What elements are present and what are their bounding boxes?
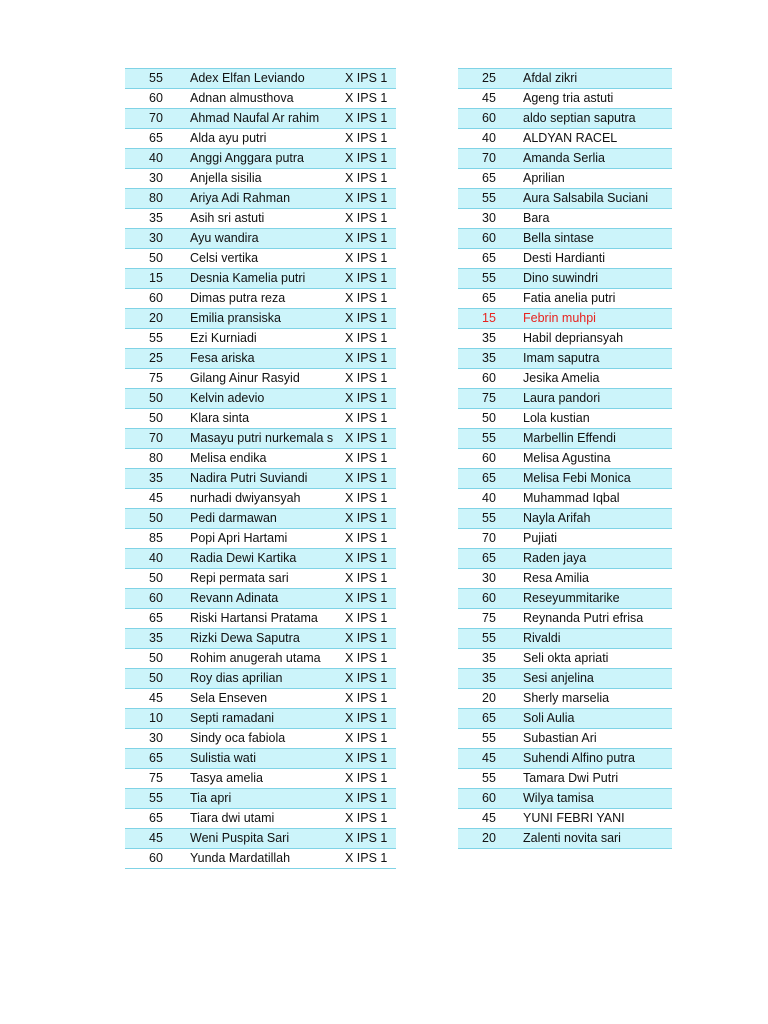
student-name-cell: Aprilian [520, 169, 672, 189]
table-row [125, 109, 396, 129]
table-row [458, 689, 672, 709]
score-cell: 50 [458, 409, 520, 429]
table-row [125, 449, 396, 469]
student-name-cell: Riski Hartansi Pratama [187, 609, 345, 629]
class-cell: X IPS 1 [345, 149, 396, 169]
table-row [125, 289, 396, 309]
table-row [125, 709, 396, 729]
score-cell: 60 [458, 229, 520, 249]
table-row [125, 729, 396, 749]
student-name-cell: Sela Enseven [187, 689, 345, 709]
table-row [458, 549, 672, 569]
class-cell: X IPS 1 [345, 809, 396, 829]
score-cell: 50 [125, 649, 187, 669]
student-name-cell: Anjella sisilia [187, 169, 345, 189]
student-name-cell: Fesa ariska [187, 349, 345, 369]
table-row [458, 289, 672, 309]
student-name-cell: Sulistia wati [187, 749, 345, 769]
score-cell: 80 [125, 189, 187, 209]
student-name-cell: Gilang Ainur Rasyid [187, 369, 345, 389]
student-name-cell: ALDYAN RACEL [520, 129, 672, 149]
table-row [458, 149, 672, 169]
student-name-cell: Septi ramadani [187, 709, 345, 729]
table-row [125, 229, 396, 249]
score-cell: 30 [125, 229, 187, 249]
class-cell: X IPS 1 [345, 189, 396, 209]
table-row [125, 569, 396, 589]
class-cell: X IPS 1 [345, 729, 396, 749]
student-name-cell: Yunda Mardatillah [187, 849, 345, 869]
score-cell: 65 [458, 549, 520, 569]
score-cell: 75 [125, 369, 187, 389]
score-cell: 80 [125, 449, 187, 469]
student-name-cell: Asih sri astuti [187, 209, 345, 229]
score-cell: 45 [125, 829, 187, 849]
table-row [458, 789, 672, 809]
student-name-cell: Radia Dewi Kartika [187, 549, 345, 569]
score-cell: 20 [125, 309, 187, 329]
score-cell: 70 [458, 149, 520, 169]
student-name-cell: Aura Salsabila Suciani [520, 189, 672, 209]
table-row [125, 829, 396, 849]
table-row [125, 209, 396, 229]
class-cell: X IPS 1 [345, 89, 396, 109]
student-name-cell: Melisa Febi Monica [520, 469, 672, 489]
score-cell: 75 [125, 769, 187, 789]
score-cell: 65 [125, 129, 187, 149]
table-row [458, 609, 672, 629]
score-cell: 25 [458, 69, 520, 89]
table-row [458, 569, 672, 589]
table-row [458, 129, 672, 149]
score-cell: 60 [458, 109, 520, 129]
student-name-cell: Suhendi Alfino putra [520, 749, 672, 769]
score-cell: 75 [458, 609, 520, 629]
table-row [458, 329, 672, 349]
score-cell: 15 [458, 309, 520, 329]
score-cell: 35 [125, 209, 187, 229]
student-name-cell: Ageng tria astuti [520, 89, 672, 109]
table-row [125, 509, 396, 529]
student-name-cell: Sindy oca fabiola [187, 729, 345, 749]
student-name-cell: Melisa Agustina [520, 449, 672, 469]
student-name-cell: Ayu wandira [187, 229, 345, 249]
student-name-cell: Adex Elfan Leviando [187, 69, 345, 89]
student-name-cell: Seli okta apriati [520, 649, 672, 669]
student-name-cell: Afdal zikri [520, 69, 672, 89]
score-cell: 55 [458, 509, 520, 529]
student-name-cell: Imam saputra [520, 349, 672, 369]
class-cell: X IPS 1 [345, 789, 396, 809]
table-row [458, 509, 672, 529]
class-cell: X IPS 1 [345, 609, 396, 629]
student-name-cell: Ahmad Naufal Ar rahim [187, 109, 345, 129]
class-cell: X IPS 1 [345, 629, 396, 649]
score-cell: 55 [125, 69, 187, 89]
student-name-cell: Zalenti novita sari [520, 829, 672, 849]
table-row [125, 649, 396, 669]
score-cell: 50 [125, 409, 187, 429]
table-row [458, 449, 672, 469]
student-name-cell: Tasya amelia [187, 769, 345, 789]
student-name-cell: Emilia pransiska [187, 309, 345, 329]
class-cell: X IPS 1 [345, 829, 396, 849]
class-cell: X IPS 1 [345, 469, 396, 489]
class-cell: X IPS 1 [345, 849, 396, 869]
student-name-cell: Pujiati [520, 529, 672, 549]
student-name-cell: Kelvin adevio [187, 389, 345, 409]
class-cell: X IPS 1 [345, 489, 396, 509]
student-name-cell: Celsi vertika [187, 249, 345, 269]
class-cell: X IPS 1 [345, 649, 396, 669]
student-name-cell: aldo septian saputra [520, 109, 672, 129]
score-cell: 30 [458, 209, 520, 229]
student-name-cell: Desnia Kamelia putri [187, 269, 345, 289]
table-row [458, 629, 672, 649]
score-cell: 30 [125, 729, 187, 749]
table-row [458, 189, 672, 209]
student-name-cell: Sherly marselia [520, 689, 672, 709]
left-score-table [125, 68, 396, 869]
table-row [458, 749, 672, 769]
table-row [125, 769, 396, 789]
table-row [458, 389, 672, 409]
score-cell: 75 [458, 389, 520, 409]
class-cell: X IPS 1 [345, 709, 396, 729]
student-name-cell: Adnan almusthova [187, 89, 345, 109]
table-row [458, 829, 672, 849]
table-row [458, 489, 672, 509]
student-name-cell: YUNI FEBRI YANI [520, 809, 672, 829]
class-cell: X IPS 1 [345, 569, 396, 589]
class-cell: X IPS 1 [345, 249, 396, 269]
score-cell: 65 [458, 469, 520, 489]
student-name-cell: Nadira Putri Suviandi [187, 469, 345, 489]
score-cell: 60 [458, 589, 520, 609]
table-row [125, 489, 396, 509]
class-cell: X IPS 1 [345, 169, 396, 189]
table-row [458, 809, 672, 829]
table-row [458, 169, 672, 189]
class-cell: X IPS 1 [345, 769, 396, 789]
score-cell: 35 [458, 329, 520, 349]
score-cell: 15 [125, 269, 187, 289]
score-cell: 30 [125, 169, 187, 189]
score-cell: 55 [458, 429, 520, 449]
score-cell: 50 [125, 569, 187, 589]
score-cell: 60 [125, 589, 187, 609]
student-name-cell: Klara sinta [187, 409, 345, 429]
student-name-cell: Desti Hardianti [520, 249, 672, 269]
score-cell: 60 [125, 89, 187, 109]
student-name-cell: Ariya Adi Rahman [187, 189, 345, 209]
table-row [458, 349, 672, 369]
score-cell: 65 [458, 169, 520, 189]
score-cell: 65 [125, 809, 187, 829]
class-cell: X IPS 1 [345, 669, 396, 689]
score-cell: 55 [125, 329, 187, 349]
score-cell: 45 [125, 689, 187, 709]
table-row [458, 649, 672, 669]
student-name-cell: Revann Adinata [187, 589, 345, 609]
table-row [125, 749, 396, 769]
student-name-cell: Muhammad Iqbal [520, 489, 672, 509]
table-row [125, 589, 396, 609]
class-cell: X IPS 1 [345, 309, 396, 329]
class-cell: X IPS 1 [345, 389, 396, 409]
class-cell: X IPS 1 [345, 289, 396, 309]
score-cell: 25 [125, 349, 187, 369]
student-name-cell: Febrin muhpi [520, 309, 672, 329]
score-cell: 50 [125, 249, 187, 269]
table-row [458, 769, 672, 789]
table-row [458, 109, 672, 129]
student-name-cell: Rizki Dewa Saputra [187, 629, 345, 649]
table-row [458, 309, 672, 329]
score-cell: 65 [458, 709, 520, 729]
student-name-cell: Reynanda Putri efrisa [520, 609, 672, 629]
score-cell: 65 [125, 749, 187, 769]
student-name-cell: Alda ayu putri [187, 129, 345, 149]
class-cell: X IPS 1 [345, 589, 396, 609]
student-name-cell: Masayu putri nurkemala s [187, 429, 345, 449]
class-cell: X IPS 1 [345, 449, 396, 469]
student-name-cell: Tiara dwi utami [187, 809, 345, 829]
table-row [125, 129, 396, 149]
score-cell: 45 [125, 489, 187, 509]
right-score-table [458, 68, 672, 849]
score-cell: 35 [125, 629, 187, 649]
score-cell: 60 [125, 289, 187, 309]
class-cell: X IPS 1 [345, 529, 396, 549]
table-row [125, 389, 396, 409]
table-row [458, 429, 672, 449]
score-cell: 40 [458, 129, 520, 149]
table-row [458, 89, 672, 109]
table-row [458, 469, 672, 489]
score-cell: 65 [125, 609, 187, 629]
table-row [125, 69, 396, 89]
student-name-cell: Rivaldi [520, 629, 672, 649]
student-name-cell: Pedi darmawan [187, 509, 345, 529]
score-cell: 55 [458, 189, 520, 209]
table-row [125, 309, 396, 329]
class-cell: X IPS 1 [345, 329, 396, 349]
score-cell: 55 [458, 629, 520, 649]
student-name-cell: Repi permata sari [187, 569, 345, 589]
table-row [458, 669, 672, 689]
student-name-cell: Nayla Arifah [520, 509, 672, 529]
table-row [125, 169, 396, 189]
table-row [125, 89, 396, 109]
score-cell: 10 [125, 709, 187, 729]
class-cell: X IPS 1 [345, 749, 396, 769]
table-row [125, 369, 396, 389]
table-row [458, 269, 672, 289]
student-name-cell: Anggi Anggara putra [187, 149, 345, 169]
class-cell: X IPS 1 [345, 129, 396, 149]
table-row [458, 229, 672, 249]
score-cell: 55 [125, 789, 187, 809]
table-row [125, 269, 396, 289]
student-name-cell: Rohim anugerah utama [187, 649, 345, 669]
table-row [125, 689, 396, 709]
class-cell: X IPS 1 [345, 509, 396, 529]
table-row [125, 249, 396, 269]
class-cell: X IPS 1 [345, 689, 396, 709]
score-cell: 85 [125, 529, 187, 549]
student-name-cell: Subastian Ari [520, 729, 672, 749]
table-row [125, 629, 396, 649]
score-cell: 40 [458, 489, 520, 509]
class-cell: X IPS 1 [345, 349, 396, 369]
student-name-cell: Ezi Kurniadi [187, 329, 345, 349]
score-cell: 65 [458, 249, 520, 269]
score-cell: 70 [125, 109, 187, 129]
score-cell: 40 [125, 549, 187, 569]
student-name-cell: Dino suwindri [520, 269, 672, 289]
table-row [458, 209, 672, 229]
student-name-cell: Tia apri [187, 789, 345, 809]
table-row [458, 529, 672, 549]
table-row [125, 549, 396, 569]
table-row [458, 249, 672, 269]
class-cell: X IPS 1 [345, 69, 396, 89]
score-cell: 50 [125, 669, 187, 689]
table-row [125, 529, 396, 549]
score-cell: 55 [458, 269, 520, 289]
table-row [125, 809, 396, 829]
score-cell: 45 [458, 89, 520, 109]
score-cell: 45 [458, 749, 520, 769]
score-cell: 55 [458, 729, 520, 749]
score-cell: 70 [125, 429, 187, 449]
class-cell: X IPS 1 [345, 209, 396, 229]
table-row [125, 409, 396, 429]
score-cell: 20 [458, 689, 520, 709]
class-cell: X IPS 1 [345, 229, 396, 249]
student-name-cell: Jesika Amelia [520, 369, 672, 389]
score-cell: 60 [125, 849, 187, 869]
score-cell: 30 [458, 569, 520, 589]
student-name-cell: Sesi anjelina [520, 669, 672, 689]
score-cell: 35 [458, 669, 520, 689]
score-cell: 60 [458, 369, 520, 389]
score-cell: 70 [458, 529, 520, 549]
table-row [458, 709, 672, 729]
student-name-cell: Fatia anelia putri [520, 289, 672, 309]
class-cell: X IPS 1 [345, 429, 396, 449]
student-name-cell: Weni Puspita Sari [187, 829, 345, 849]
score-cell: 50 [125, 389, 187, 409]
student-name-cell: Lola kustian [520, 409, 672, 429]
score-cell: 35 [125, 469, 187, 489]
score-cell: 40 [125, 149, 187, 169]
score-cell: 60 [458, 449, 520, 469]
table-row [458, 589, 672, 609]
table-row [125, 849, 396, 869]
student-name-cell: Marbellin Effendi [520, 429, 672, 449]
score-cell: 65 [458, 289, 520, 309]
class-cell: X IPS 1 [345, 269, 396, 289]
table-row [458, 69, 672, 89]
table-row [458, 409, 672, 429]
table-row [458, 369, 672, 389]
student-name-cell: Reseyummitarike [520, 589, 672, 609]
student-name-cell: Bella sintase [520, 229, 672, 249]
table-row [125, 789, 396, 809]
class-cell: X IPS 1 [345, 369, 396, 389]
table-row [125, 609, 396, 629]
table-row [125, 669, 396, 689]
score-cell: 20 [458, 829, 520, 849]
score-cell: 60 [458, 789, 520, 809]
student-name-cell: Soli Aulia [520, 709, 672, 729]
table-row [125, 149, 396, 169]
score-cell: 45 [458, 809, 520, 829]
student-name-cell: Laura pandori [520, 389, 672, 409]
student-name-cell: nurhadi dwiyansyah [187, 489, 345, 509]
table-row [125, 469, 396, 489]
table-row [458, 729, 672, 749]
student-name-cell: Habil depriansyah [520, 329, 672, 349]
student-name-cell: Wilya tamisa [520, 789, 672, 809]
table-row [125, 349, 396, 369]
score-cell: 35 [458, 349, 520, 369]
table-row [125, 429, 396, 449]
student-name-cell: Popi Apri Hartami [187, 529, 345, 549]
score-cell: 55 [458, 769, 520, 789]
student-name-cell: Amanda Serlia [520, 149, 672, 169]
class-cell: X IPS 1 [345, 549, 396, 569]
score-cell: 50 [125, 509, 187, 529]
student-name-cell: Resa Amilia [520, 569, 672, 589]
score-cell: 35 [458, 649, 520, 669]
table-row [125, 329, 396, 349]
student-name-cell: Bara [520, 209, 672, 229]
student-name-cell: Melisa endika [187, 449, 345, 469]
student-name-cell: Roy dias aprilian [187, 669, 345, 689]
table-row [125, 189, 396, 209]
student-name-cell: Tamara Dwi Putri [520, 769, 672, 789]
student-name-cell: Dimas putra reza [187, 289, 345, 309]
class-cell: X IPS 1 [345, 109, 396, 129]
student-name-cell: Raden jaya [520, 549, 672, 569]
class-cell: X IPS 1 [345, 409, 396, 429]
